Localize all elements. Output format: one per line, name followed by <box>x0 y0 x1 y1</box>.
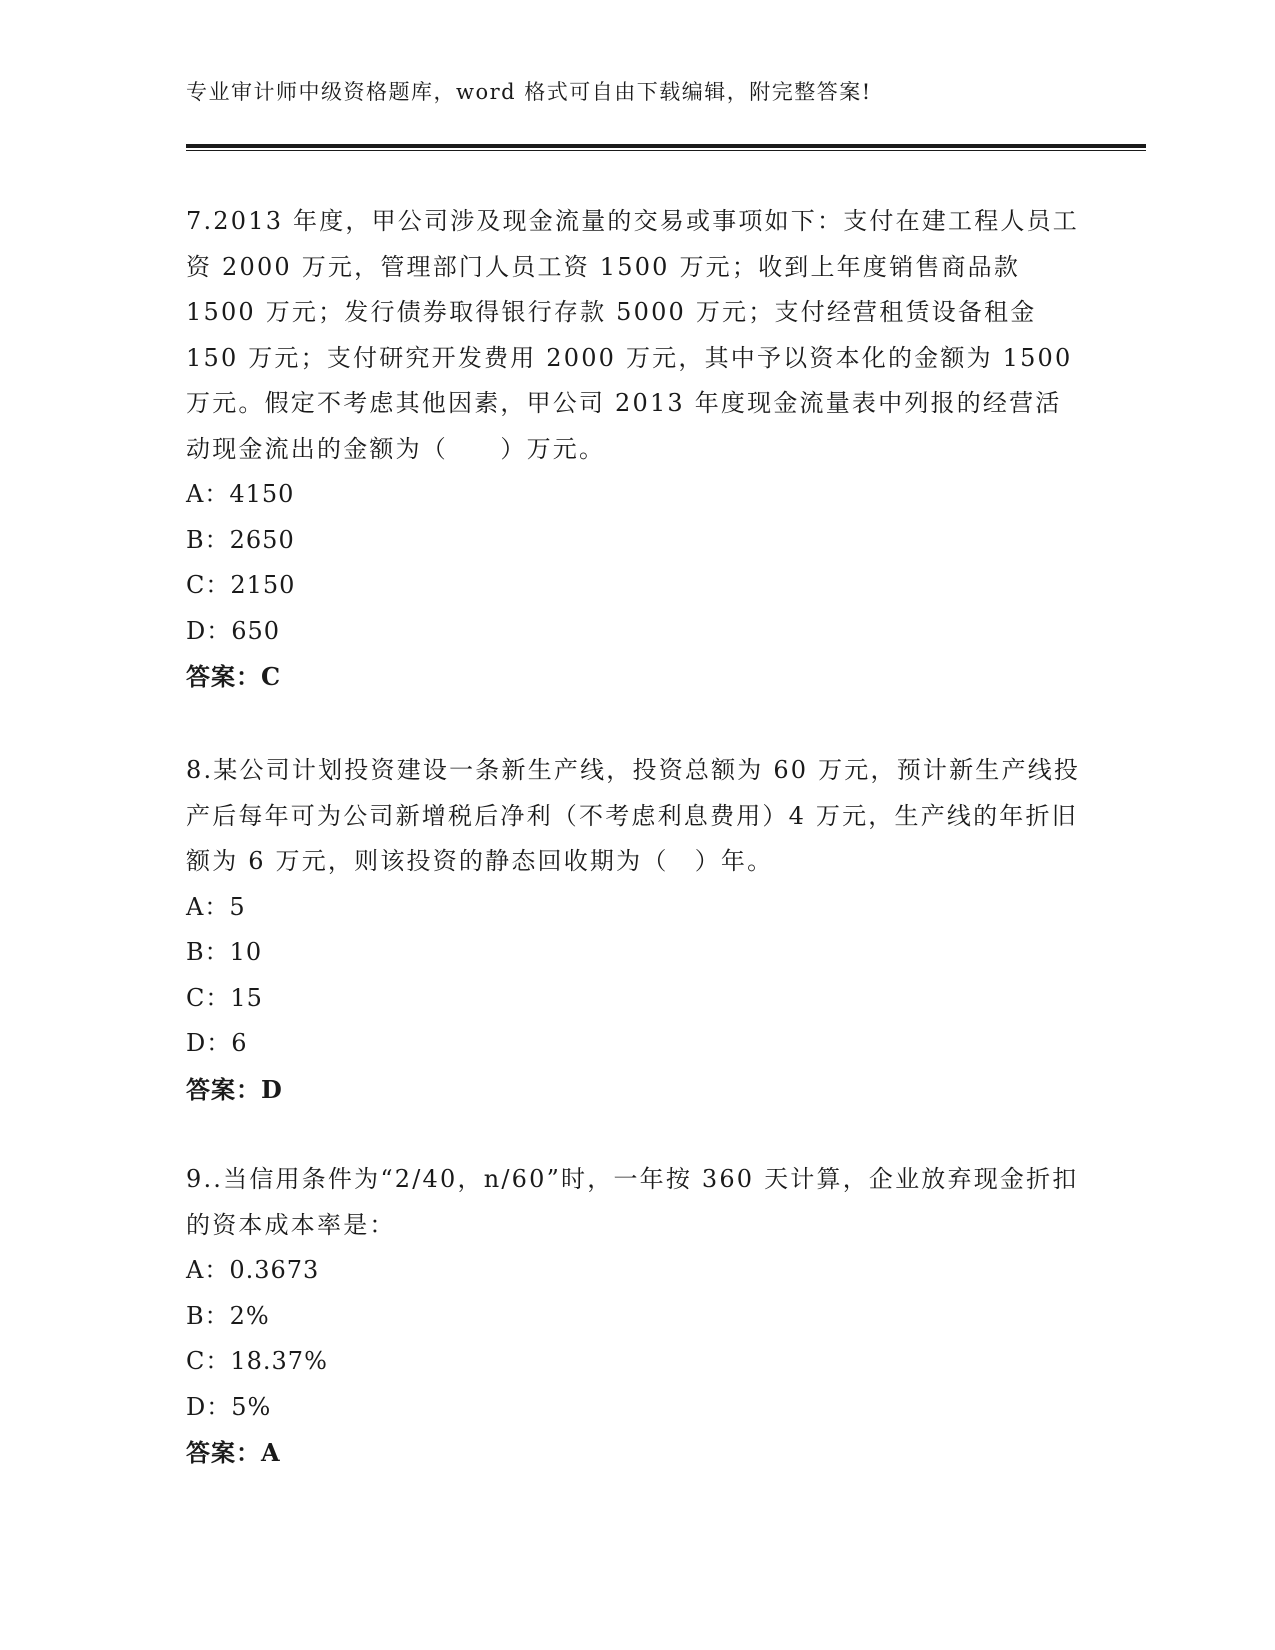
option-list <box>186 472 1086 654</box>
question-9 <box>186 1157 1086 1476</box>
question-8 <box>186 748 1086 1112</box>
option-c: C：15 <box>186 983 263 1012</box>
answer-line: 答案：C <box>186 662 282 691</box>
option-a: A：5 <box>186 892 246 921</box>
option-c: C：2150 <box>186 571 296 599</box>
option-d: D：6 <box>186 1029 248 1057</box>
option-b: B：2% <box>186 1301 270 1330</box>
option-a: A：0.3673 <box>186 1256 320 1284</box>
question-stem: 9..当信用条件为“2/40，n/60”时，一年按 360 天计算，企业放弃现金折扣的资本成本率是： <box>186 1165 1079 1239</box>
option-a: A：4150 <box>186 480 295 508</box>
option-d: D：5% <box>186 1392 272 1421</box>
option-list <box>186 885 1086 1067</box>
question-7 <box>186 199 1086 700</box>
option-d: D：650 <box>186 616 281 645</box>
answer-line: 答案：A <box>186 1438 281 1467</box>
header-divider-thick <box>186 144 1146 148</box>
question-stem: 8.某公司计划投资建设一条新生产线，投资总额为 60 万元，预计新生产线投产后每年可为公司新增税后净利（不考虑利息费用）4 万元，生产线的年折旧额为 6 万元，则该投资的静态回收期为（ ）年。 <box>186 756 1081 875</box>
option-c: C：18.37% <box>186 1347 328 1375</box>
question-stem: 7.2013 年度，甲公司涉及现金流量的交易或事项如下：支付在建工程人员工资 2000 万元，管理部门人员工资 1500 万元；收到上年度销售商品款 1500 万元；发行债券取得银行存款 5000 万元；支付经营租赁设备租金 150 万元；支付研究开发费用 2000 万元，其中予以资本化的金额为 1500 万元。假定不考虑其他因素，甲公司 2013 年度现金流量表中列报的经营活动现金流出的金额为（ ）万元。 <box>186 207 1080 463</box>
option-b: B：10 <box>186 938 263 966</box>
option-list <box>186 1248 1086 1430</box>
header-divider-thin <box>186 150 1146 151</box>
answer-line: 答案：D <box>186 1074 283 1104</box>
page-header: 专业审计师中级资格题库，word 格式可自由下载编辑，附完整答案! <box>186 80 872 104</box>
option-b: B：2650 <box>186 525 295 554</box>
